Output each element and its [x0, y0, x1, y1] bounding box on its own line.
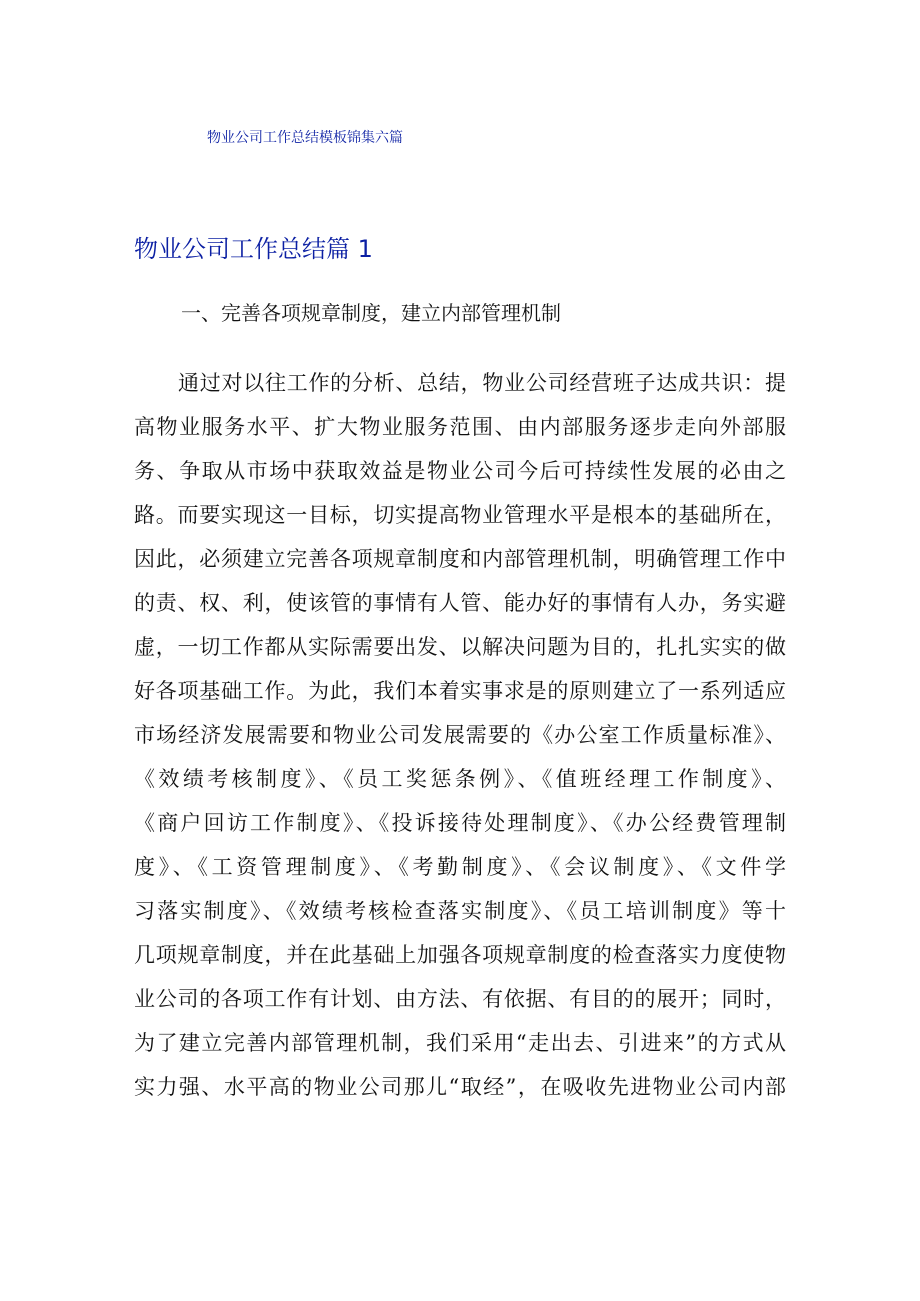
paragraph-line: 的责、权、利，使该管的事情有人管、能办好的事情有人办，务实避	[134, 591, 786, 615]
paragraph-line: 为了建立完善内部管理机制，我们采用“走出去、引进来”的方式从	[134, 1031, 786, 1055]
paragraph-line: 度》、《工资管理制度》、《考勤制度》、《会议制度》、《文件学	[134, 855, 786, 879]
paragraph-line: 市场经济发展需要和物业公司发展需要的《办公室工作质量标准》、	[134, 723, 786, 747]
paragraph-line: 虚，一切工作都从实际需要出发、以解决问题为目的，扎扎实实的做	[134, 635, 786, 659]
paragraph-line: 通过对以往工作的分析、总结，物业公司经营班子达成共识：提	[178, 371, 786, 395]
paragraph-line: 习落实制度》、《效绩考核检查落实制度》、《员工培训制度》等十	[134, 899, 786, 923]
document-title: 物业公司工作总结模板锦集六篇	[207, 130, 403, 146]
paragraph-line: 路。而要实现这一目标，切实提高物业管理水平是根本的基础所在，	[134, 503, 786, 527]
paragraph-line: 高物业服务水平、扩大物业服务范围、由内部服务逐步走向外部服	[134, 415, 786, 439]
section-heading: 物业公司工作总结篇 1	[134, 235, 373, 263]
paragraph-line: 务、争取从市场中获取效益是物业公司今后可持续性发展的必由之	[134, 459, 786, 483]
paragraph-line: 业公司的各项工作有计划、由方法、有依据、有目的的展开；同时，	[134, 987, 786, 1011]
paragraph-line: 实力强、水平高的物业公司那儿“取经”，在吸收先进物业公司内部	[134, 1075, 786, 1099]
paragraph-line: 几项规章制度，并在此基础上加强各项规章制度的检查落实力度使物	[134, 943, 786, 967]
paragraph-line: 因此，必须建立完善各项规章制度和内部管理机制，明确管理工作中	[134, 547, 786, 571]
subheading: 一、完善各项规章制度，建立内部管理机制	[181, 301, 561, 325]
paragraph-line: 好各项基础工作。为此，我们本着实事求是的原则建立了一系列适应	[134, 679, 786, 703]
paragraph-line: 《商户回访工作制度》、《投诉接待处理制度》、《办公经费管理制	[134, 811, 786, 835]
body-paragraph	[134, 366, 786, 1114]
paragraph-line: 《效绩考核制度》、《员工奖惩条例》、《值班经理工作制度》、	[134, 767, 786, 791]
